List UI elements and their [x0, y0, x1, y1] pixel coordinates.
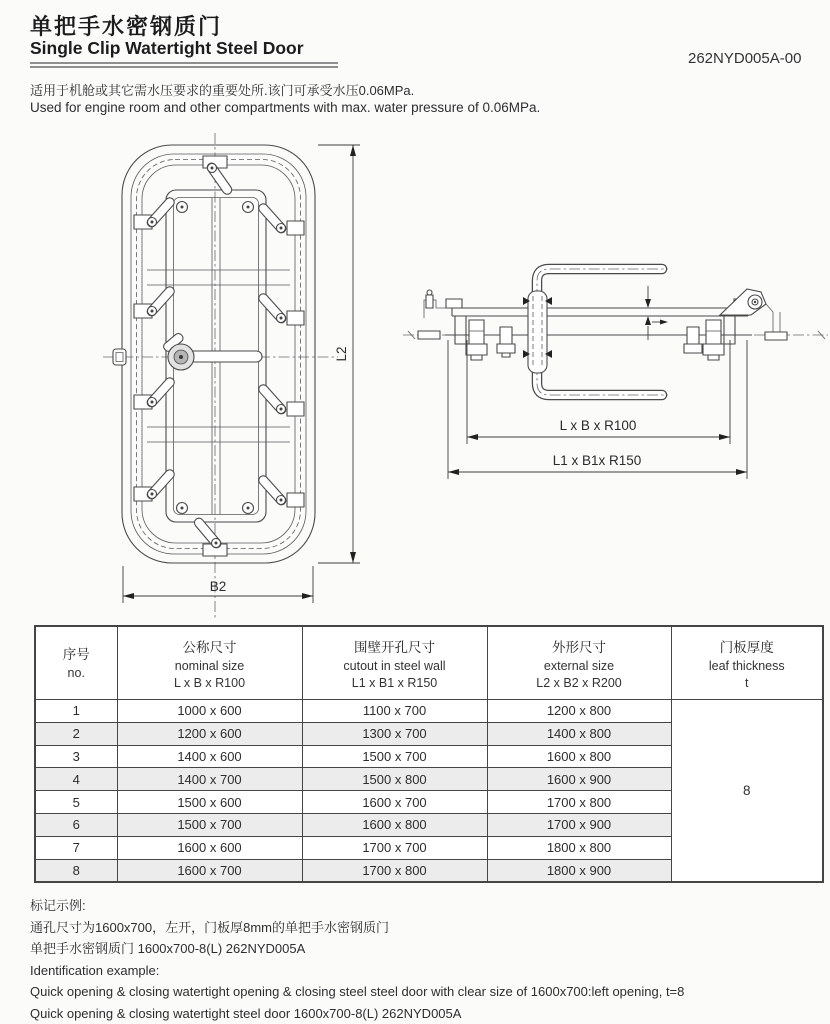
cell-external: 1800 x 800	[487, 836, 671, 859]
dimension-l1xb1	[448, 340, 747, 479]
cell-no: 6	[35, 813, 117, 836]
cell-external: 1700 x 900	[487, 813, 671, 836]
cell-nominal: 1400 x 700	[117, 768, 302, 791]
col-nominal-zh: 公称尺寸	[118, 636, 302, 656]
cell-no: 3	[35, 745, 117, 768]
col-external-formula: L2 x B2 x R200	[488, 676, 671, 690]
col-nominal-en: nominal size	[118, 659, 302, 673]
cell-nominal: 1600 x 600	[117, 836, 302, 859]
cell-external: 1600 x 900	[487, 768, 671, 791]
cell-external: 1200 x 800	[487, 700, 671, 723]
col-thickness-formula: t	[672, 676, 823, 690]
cell-nominal: 1500 x 600	[117, 791, 302, 814]
example-label-en: Identification example:	[30, 960, 684, 982]
cell-no: 2	[35, 722, 117, 745]
thickness-dimension	[645, 286, 668, 340]
identification-example-block	[30, 895, 684, 1024]
example-line1-en: Quick opening & closing watertight opening & closing steel steel door with clear size of 1600x700:left opening, t=8	[30, 981, 684, 1003]
col-header-nominal	[117, 626, 302, 700]
handle-hub-and-grips	[523, 269, 668, 395]
col-header-cutout	[302, 626, 487, 700]
cell-external: 1400 x 800	[487, 722, 671, 745]
door-leaf-section	[446, 299, 749, 316]
cell-cutout: 1300 x 700	[302, 722, 487, 745]
cell-cutout: 1100 x 700	[302, 700, 487, 723]
dimension-l2	[318, 145, 360, 563]
page-title-english: Single Clip Watertight Steel Door	[30, 38, 304, 59]
page-title-chinese: 单把手水密钢质门	[30, 10, 222, 41]
right-clip-assembly	[684, 316, 735, 360]
col-no-en: no.	[36, 666, 117, 680]
cell-nominal: 1500 x 700	[117, 813, 302, 836]
cell-nominal: 1200 x 600	[117, 722, 302, 745]
cell-no: 1	[35, 700, 117, 723]
left-clip-assembly	[418, 290, 515, 360]
cell-no: 5	[35, 791, 117, 814]
col-header-external	[487, 626, 671, 700]
example-line2-en: Quick opening & closing watertight steel door 1600x700-8(L) 262NYD005A	[30, 1003, 684, 1024]
cell-cutout: 1600 x 800	[302, 813, 487, 836]
dim-label-l1xb1: L1 x B1x R150	[553, 453, 642, 468]
col-thickness-zh: 门板厚度	[672, 636, 823, 656]
door-section-view-drawing	[403, 269, 828, 479]
dim-label-lxb: L x B x R100	[560, 418, 637, 433]
model-code: 262NYD005A-00	[688, 50, 801, 67]
cell-no: 4	[35, 768, 117, 791]
cell-cutout: 1500 x 700	[302, 745, 487, 768]
cell-cutout: 1500 x 800	[302, 768, 487, 791]
cell-cutout: 1700 x 800	[302, 859, 487, 882]
col-cutout-en: cutout in steel wall	[303, 659, 487, 673]
col-nominal-formula: L x B x R100	[118, 676, 302, 690]
size-table	[34, 625, 824, 883]
dim-label-b2: B2	[210, 579, 227, 594]
cell-external: 1700 x 800	[487, 791, 671, 814]
cell-nominal: 1600 x 700	[117, 859, 302, 882]
col-header-no	[35, 626, 117, 700]
col-thickness-en: leaf thickness	[672, 659, 823, 673]
col-cutout-formula: L1 x B1 x R150	[303, 676, 487, 690]
cell-nominal: 1000 x 600	[117, 700, 302, 723]
cell-external: 1800 x 900	[487, 859, 671, 882]
dimension-b2	[123, 566, 313, 603]
col-header-thickness	[671, 626, 823, 700]
cell-no: 7	[35, 836, 117, 859]
cell-nominal: 1400 x 600	[117, 745, 302, 768]
col-external-en: external size	[488, 659, 671, 673]
cell-external: 1600 x 800	[487, 745, 671, 768]
example-line1-zh: 通孔尺寸为1600x700，左开，门板厚8mm的单把手水密钢质门	[30, 917, 684, 939]
example-label-zh: 标记示例:	[30, 895, 684, 917]
hinge-assembly	[720, 289, 787, 340]
table-header-row	[35, 626, 823, 700]
description-chinese: 适用于机舱或其它需水压要求的重要处所.该门可承受水压0.06MPa.	[30, 80, 414, 99]
cell-leaf-thickness: 8	[671, 700, 823, 883]
example-line2-zh: 单把手水密钢质门 1600x700-8(L) 262NYD005A	[30, 938, 684, 960]
cell-cutout: 1600 x 700	[302, 791, 487, 814]
col-cutout-zh: 围壁开孔尺寸	[303, 636, 487, 656]
description-english: Used for engine room and other compartments with max. water pressure of 0.06MPa.	[30, 100, 540, 115]
cell-no: 8	[35, 859, 117, 882]
table-row	[35, 700, 823, 723]
cell-cutout: 1700 x 700	[302, 836, 487, 859]
dim-label-l2: L2	[334, 346, 349, 361]
door-front-view-drawing	[103, 133, 360, 618]
spindle-boss	[113, 349, 126, 365]
col-external-zh: 外形尺寸	[488, 636, 671, 656]
col-no-zh: 序号	[36, 643, 117, 663]
